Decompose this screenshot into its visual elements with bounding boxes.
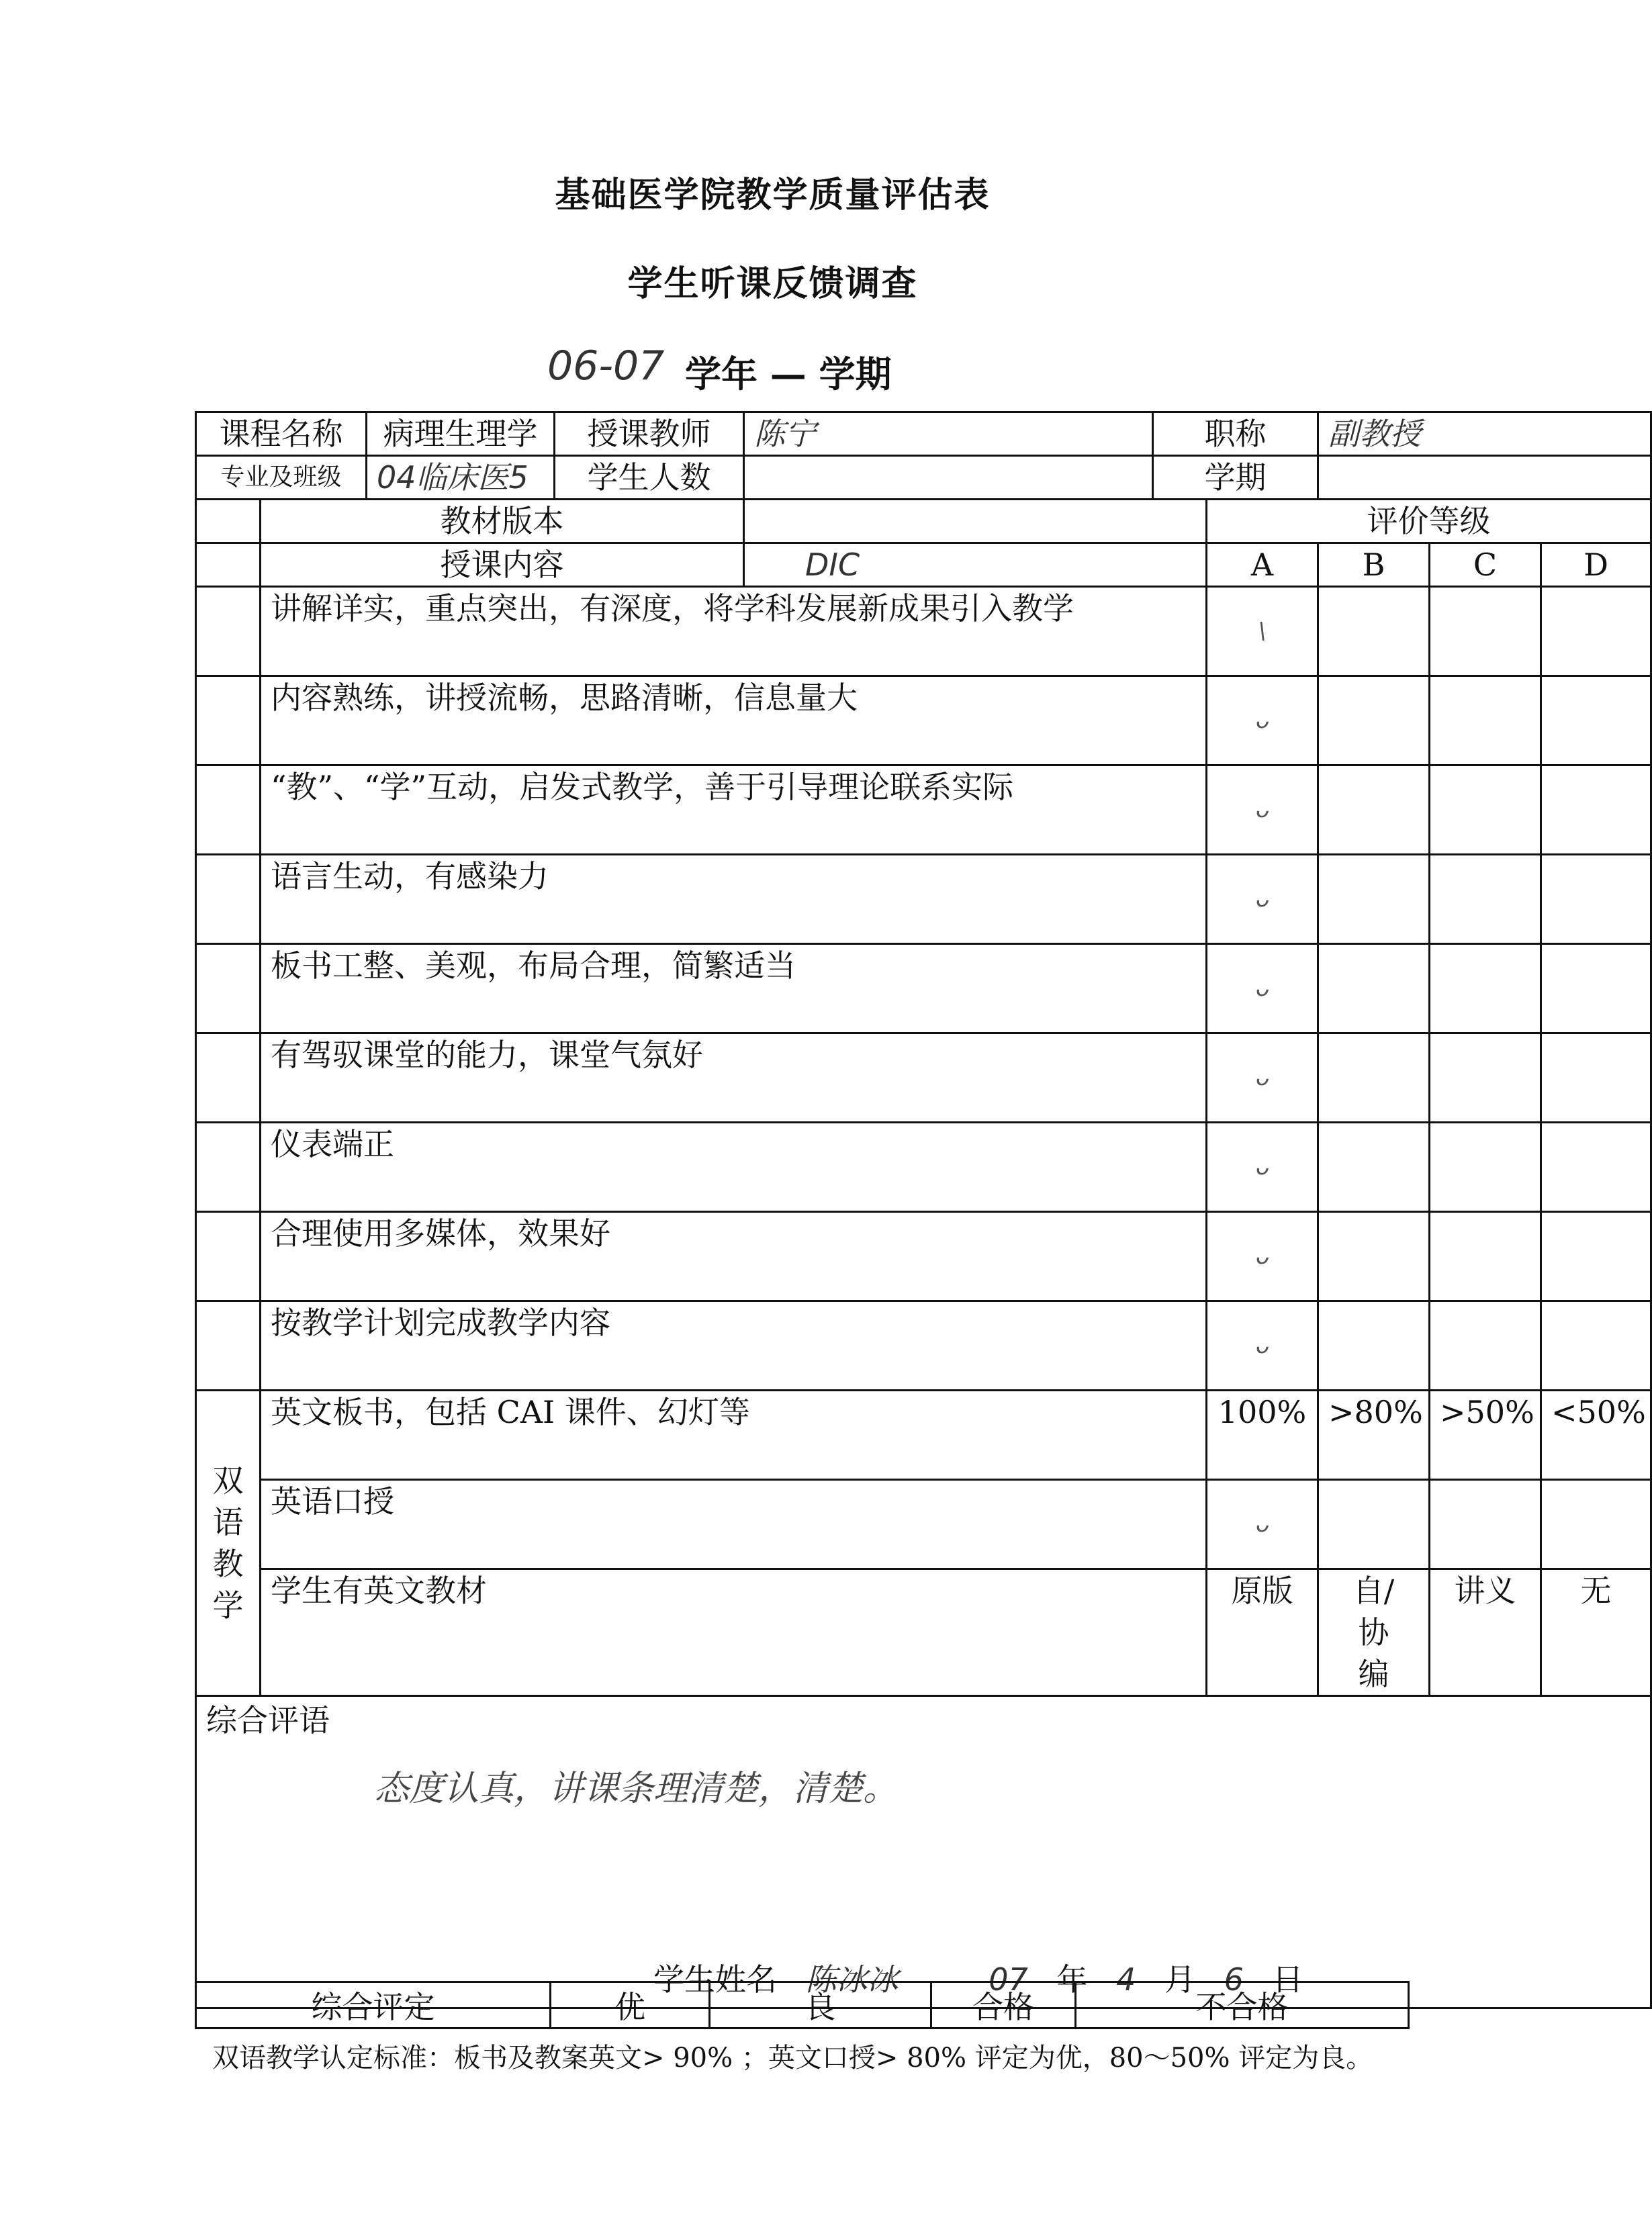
- row-side-cell: [196, 500, 261, 543]
- criterion-text: 讲解详实，重点突出，有深度，将学科发展新成果引入教学: [261, 587, 1207, 676]
- student-count-value: [744, 456, 1153, 500]
- row-side-cell: [196, 944, 261, 1033]
- academic-year-line: [534, 342, 1004, 396]
- row-side-cell: [196, 855, 261, 944]
- term-value: [1318, 456, 1651, 500]
- student-name-label: 学生姓名: [653, 1961, 777, 1998]
- mark-c: [1430, 855, 1541, 944]
- mark-d: [1541, 1301, 1651, 1391]
- summary-option-pass: 合格: [931, 1982, 1076, 2029]
- mark-a: ᴗ: [1207, 855, 1318, 944]
- bilingual-col-a: 原版: [1207, 1569, 1318, 1696]
- bilingual-col-b: 自/协编: [1318, 1569, 1430, 1696]
- bilingual-col-c: [1430, 1480, 1541, 1569]
- day-char: 日: [1272, 1961, 1303, 1998]
- row-side-cell: [196, 1123, 261, 1212]
- page-title: 基础医学院教学质量评估表: [555, 175, 991, 216]
- mark-b: [1318, 1212, 1430, 1301]
- mark-d: [1541, 1123, 1651, 1212]
- bilingual-col-d: 无: [1541, 1569, 1651, 1696]
- summary-option-good: 良: [710, 1982, 931, 2029]
- course-name-value: 病理生理学: [367, 412, 555, 456]
- mark-a: ᴗ: [1207, 944, 1318, 1033]
- content-value: DIC: [744, 543, 1207, 587]
- criterion-text: 内容熟练，讲授流畅，思路清晰，信息量大: [261, 676, 1207, 765]
- bilingual-col-a: ᴗ: [1207, 1480, 1318, 1569]
- mark-c: [1430, 676, 1541, 765]
- page-subtitle: 学生听课反馈调查: [627, 263, 918, 304]
- mark-a: ᴗ: [1207, 1123, 1318, 1212]
- grade-label: 评价等级: [1207, 500, 1651, 543]
- handwritten-year: 06-07: [547, 342, 665, 389]
- summary-option-fail: 不合格: [1076, 1982, 1409, 2029]
- footnote: 双语教学认定标准：板书及教案英文> 90% ；英文口授> 80% 评定为优，80～50% 评定为良。: [212, 2043, 1373, 2074]
- year-char: 年: [1056, 1961, 1088, 1998]
- mark-c: [1430, 587, 1541, 676]
- summary-table: [195, 1981, 1410, 2029]
- mark-b: [1318, 1123, 1430, 1212]
- row-side-cell: [196, 765, 261, 855]
- date-month: 4: [1116, 1961, 1136, 1998]
- term-label: 学期: [1153, 456, 1318, 500]
- criterion-text: 板书工整、美观，布局合理，简繁适当: [261, 944, 1207, 1033]
- bilingual-col-d: [1541, 1480, 1651, 1569]
- mark-c: [1430, 1301, 1541, 1391]
- bilingual-col-b: >80%: [1318, 1391, 1430, 1480]
- month-char: 月: [1164, 1961, 1195, 1998]
- criterion-text: 有驾驭课堂的能力，课堂气氛好: [261, 1033, 1207, 1123]
- mark-b: [1318, 855, 1430, 944]
- mark-c: [1430, 1033, 1541, 1123]
- course-name-label: 课程名称: [196, 412, 367, 456]
- mark-a: \: [1207, 587, 1318, 676]
- date-day: 6: [1224, 1961, 1244, 1998]
- comment-label: 综合评语: [206, 1702, 330, 1738]
- mark-a: ᴗ: [1207, 1301, 1318, 1391]
- grade-d: D: [1541, 543, 1651, 587]
- mark-a: ᴗ: [1207, 1212, 1318, 1301]
- year-term-label: 学年 — 学期: [685, 353, 892, 395]
- row-side-cell: [196, 1033, 261, 1123]
- criterion-text: “教”、“学”互动，启发式教学，善于引导理论联系实际: [261, 765, 1207, 855]
- content-label: 授课内容: [261, 543, 744, 587]
- mark-a: ᴗ: [1207, 765, 1318, 855]
- bilingual-col-c: >50%: [1430, 1391, 1541, 1480]
- criterion-text: 按教学计划完成教学内容: [261, 1301, 1207, 1391]
- textbook-value: [744, 500, 1207, 543]
- row-side-cell: [196, 1212, 261, 1301]
- row-side-cell: [196, 676, 261, 765]
- evaluation-table: [195, 411, 1652, 2009]
- mark-b: [1318, 1301, 1430, 1391]
- bilingual-criterion: 学生有英文教材: [261, 1569, 1207, 1696]
- title-value: 副教授: [1318, 412, 1651, 456]
- summary-label: 综合评定: [196, 1982, 551, 2029]
- row-side-cell: [196, 587, 261, 676]
- mark-a: ᴗ: [1207, 676, 1318, 765]
- mark-c: [1430, 1123, 1541, 1212]
- bilingual-col-b: [1318, 1480, 1430, 1569]
- mark-b: [1318, 587, 1430, 676]
- mark-d: [1541, 587, 1651, 676]
- textbook-label: 教材版本: [261, 500, 744, 543]
- date-year: 07: [989, 1961, 1028, 1998]
- mark-b: [1318, 765, 1430, 855]
- mark-b: [1318, 1033, 1430, 1123]
- mark-d: [1541, 676, 1651, 765]
- bilingual-col-c: 讲义: [1430, 1569, 1541, 1696]
- criterion-text: 仪表端正: [261, 1123, 1207, 1212]
- comment-box: [196, 1696, 1651, 2008]
- criterion-text: 语言生动，有感染力: [261, 855, 1207, 944]
- grade-c: C: [1430, 543, 1541, 587]
- bilingual-col-d: <50%: [1541, 1391, 1651, 1480]
- bilingual-criterion: 英语口授: [261, 1480, 1207, 1569]
- student-count-label: 学生人数: [555, 456, 744, 500]
- bilingual-col-a: 100%: [1207, 1391, 1318, 1480]
- mark-a: ᴗ: [1207, 1033, 1318, 1123]
- mark-c: [1430, 1212, 1541, 1301]
- bilingual-side-label: 双 语 教 学: [196, 1391, 261, 1696]
- mark-c: [1430, 944, 1541, 1033]
- mark-b: [1318, 944, 1430, 1033]
- student-name-value: 陈冰冰: [805, 1961, 899, 1998]
- teacher-value: 陈宁: [744, 412, 1153, 456]
- class-value: 04临床医5: [367, 456, 555, 500]
- grade-a: A: [1207, 543, 1318, 587]
- criterion-text: 合理使用多媒体，效果好: [261, 1212, 1207, 1301]
- mark-d: [1541, 855, 1651, 944]
- row-side-cell: [196, 543, 261, 587]
- mark-d: [1541, 944, 1651, 1033]
- row-side-cell: [196, 1301, 261, 1391]
- grade-b: B: [1318, 543, 1430, 587]
- comment-text: 态度认真，讲课条理清楚，清楚。: [374, 1769, 899, 1809]
- mark-d: [1541, 765, 1651, 855]
- bilingual-criterion: 英文板书，包括 CAI 课件、幻灯等: [261, 1391, 1207, 1480]
- class-label: 专业及班级: [196, 456, 367, 500]
- teacher-label: 授课教师: [555, 412, 744, 456]
- title-label: 职称: [1153, 412, 1318, 456]
- mark-b: [1318, 676, 1430, 765]
- summary-option-excellent: 优: [551, 1982, 710, 2029]
- mark-c: [1430, 765, 1541, 855]
- mark-d: [1541, 1033, 1651, 1123]
- mark-d: [1541, 1212, 1651, 1301]
